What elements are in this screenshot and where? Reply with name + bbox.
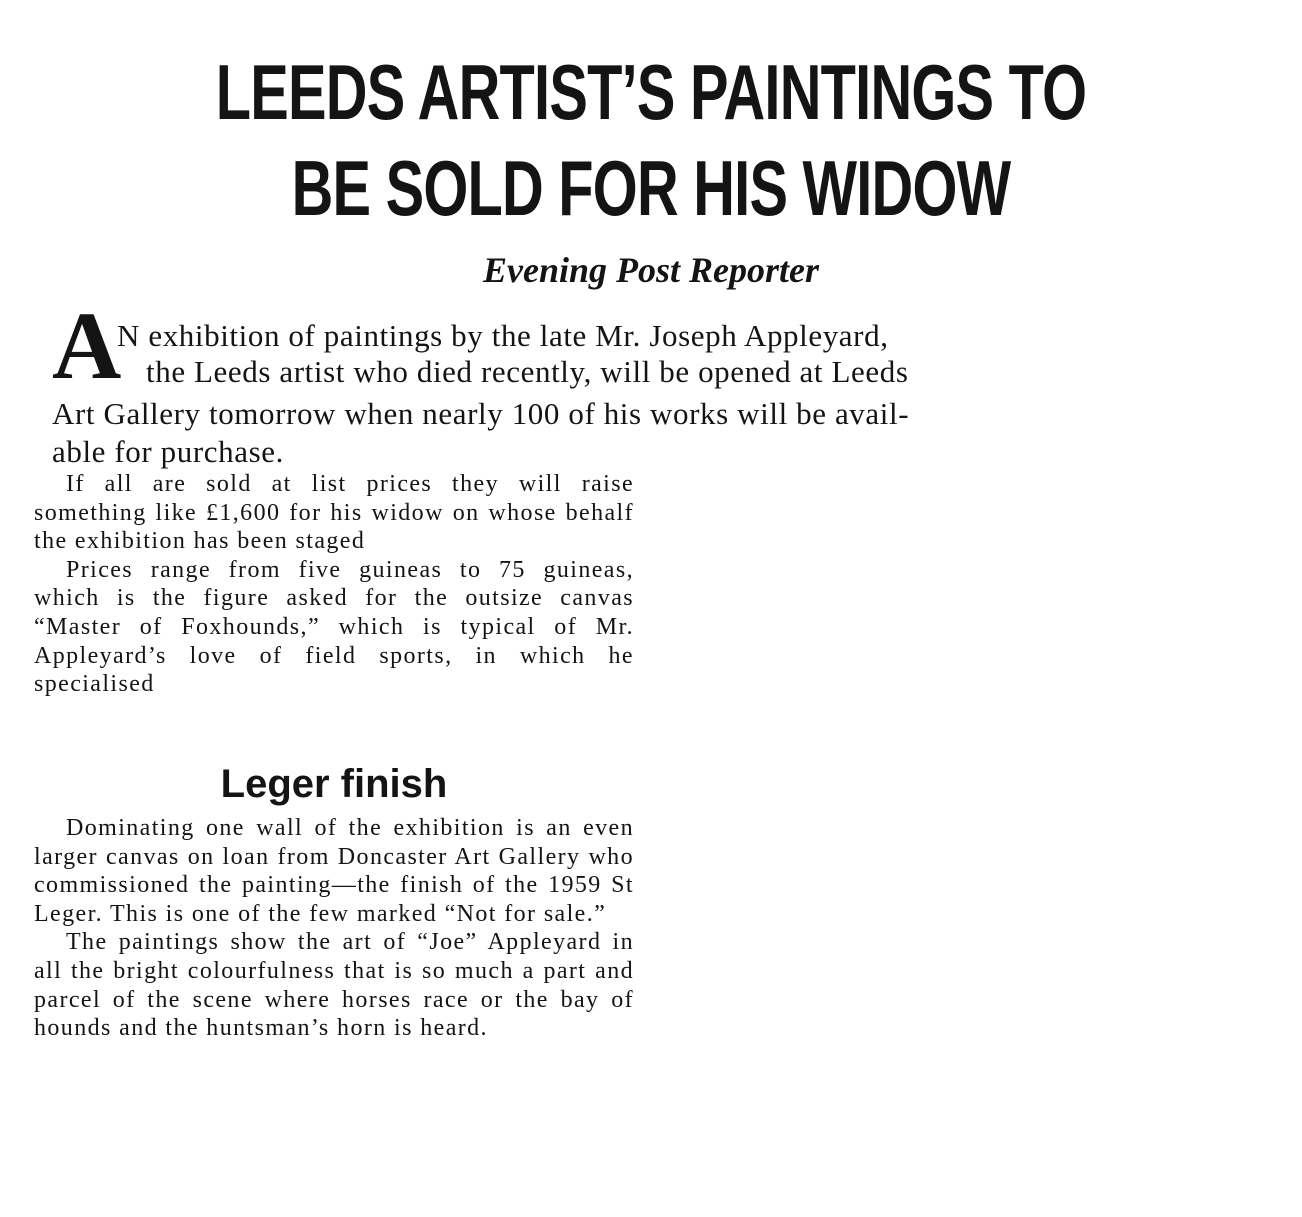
lead-line-4: able for purchase.	[52, 434, 284, 469]
byline: Evening Post Reporter	[482, 250, 819, 290]
drop-cap: A	[52, 292, 122, 399]
headline-line-2: BE SOLD FOR HIS WIDOW	[291, 144, 1011, 232]
paragraph: If all are sold at list prices they will raise something like £1,600 for his widow on whose behalf the exhibition has been staged	[34, 471, 634, 555]
column-body-after	[34, 814, 634, 1043]
subheading: Leger finish	[220, 762, 448, 806]
paragraph: Dominating one wall of the exhibition is an even larger canvas on loan from Doncaster Art Gallery who commissioned the painting—the finish of the 1959 St Leger. This is one of the few marked “Not for sale.”	[34, 815, 634, 927]
headline-line-1: LEEDS ARTIST’S PAINTINGS TO	[215, 48, 1087, 136]
lead-line-2: the Leeds artist who died recently, will be opened at Leeds	[146, 354, 909, 389]
paragraph: Prices range from five guineas to 75 guineas, which is the figure asked for the outsize canvas “Master of Foxhounds,” which is typical of Mr. Appleyard’s love of field sports, in which he specialised	[34, 556, 634, 698]
lead-line-3: Art Gallery tomorrow when nearly 100 of his works will be avail-	[52, 396, 910, 431]
headline	[184, 44, 1118, 236]
paragraph: The paintings show the art of “Joe” Appleyard in all the bright colourfulness that is so much a part and parcel of the scene where horses race or the bay of hounds and the huntsman’s horn is heard.	[34, 929, 634, 1042]
column-body-before	[34, 470, 634, 699]
lead-line-1: N exhibition of paintings by the late Mr. Joseph Appleyard,	[117, 318, 889, 353]
